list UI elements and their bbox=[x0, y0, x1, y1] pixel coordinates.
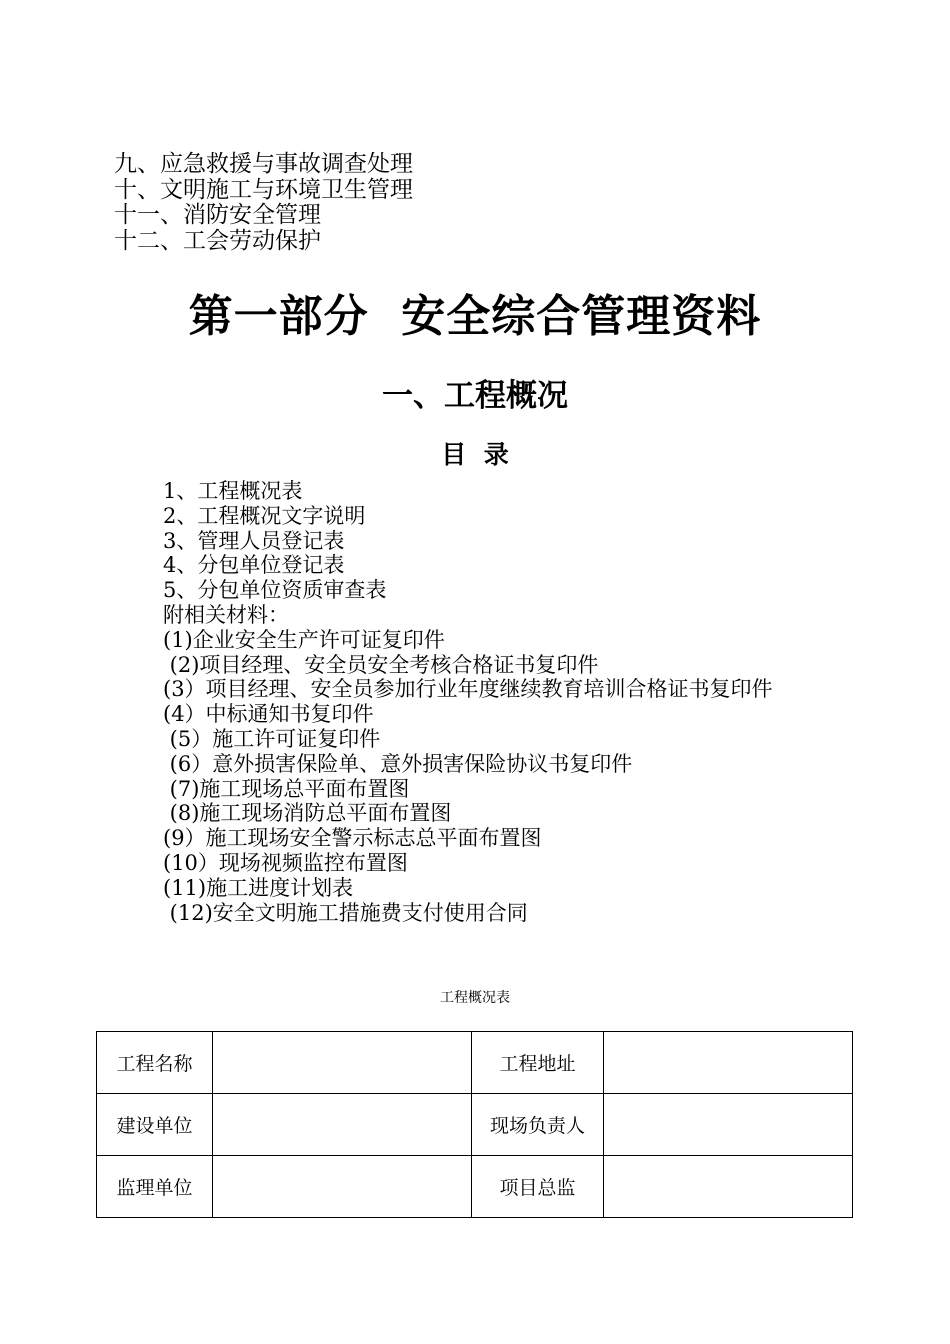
toc-item: (10）现场视频监控布置图 bbox=[163, 850, 408, 875]
toc-item: (5）施工许可证复印件 bbox=[163, 726, 381, 751]
toc-item: 4、分包单位登记表 bbox=[163, 553, 345, 578]
table-caption: 工程概况表 bbox=[440, 990, 510, 1006]
section-title: 一、工程概况 bbox=[382, 378, 568, 414]
table-row bbox=[97, 1032, 853, 1094]
toc-item: 2、工程概况文字说明 bbox=[163, 503, 366, 528]
toc-item: (9）施工现场安全警示标志总平面布置图 bbox=[163, 826, 542, 851]
toc-item: (7)施工现场总平面布置图 bbox=[163, 776, 410, 801]
toc-item: (1)企业安全生产许可证复印件 bbox=[163, 627, 445, 652]
field-value bbox=[604, 1156, 853, 1218]
field-label: 监理单位 bbox=[97, 1156, 213, 1218]
field-label: 工程地址 bbox=[472, 1032, 604, 1094]
field-value bbox=[604, 1032, 853, 1094]
project-overview-table bbox=[96, 1031, 853, 1218]
part-title: 第一部分 安全综合管理资料 bbox=[188, 291, 762, 342]
toc-item: 附相关材料： bbox=[163, 602, 289, 627]
field-label: 项目总监 bbox=[472, 1156, 604, 1218]
toc-item: (4）中标通知书复印件 bbox=[163, 702, 374, 727]
previous-contents-list bbox=[114, 152, 814, 254]
toc-item: 3、管理人员登记表 bbox=[163, 528, 345, 553]
toc-item: (3）项目经理、安全员参加行业年度继续教育培训合格证书复印件 bbox=[163, 677, 773, 702]
toc-item: (12)安全文明施工措施费支付使用合同 bbox=[163, 900, 528, 925]
toc-heading: 目 录 bbox=[441, 440, 509, 469]
toc-item: (11)施工进度计划表 bbox=[163, 875, 354, 900]
toc-item: (8)施工现场消防总平面布置图 bbox=[163, 801, 452, 826]
field-value bbox=[604, 1094, 853, 1156]
field-label: 工程名称 bbox=[97, 1032, 213, 1094]
contents-line: 十一、消防安全管理 bbox=[114, 202, 321, 228]
toc-item: 1、工程概况表 bbox=[163, 479, 303, 503]
field-value bbox=[213, 1032, 472, 1094]
field-value bbox=[213, 1094, 472, 1156]
table-row bbox=[97, 1156, 853, 1218]
toc-item: 5、分包单位资质审查表 bbox=[163, 578, 387, 603]
table-row bbox=[97, 1094, 853, 1156]
table-of-contents bbox=[114, 479, 854, 925]
field-label: 现场负责人 bbox=[472, 1094, 604, 1156]
contents-line: 十、文明施工与环境卫生管理 bbox=[114, 176, 413, 203]
field-value bbox=[213, 1156, 472, 1218]
contents-line: 九、应急救援与事故调查处理 bbox=[114, 151, 413, 177]
field-label: 建设单位 bbox=[97, 1094, 213, 1156]
toc-item: (2)项目经理、安全员安全考核合格证书复印件 bbox=[163, 652, 599, 677]
toc-item: (6）意外损害保险单、意外损害保险协议书复印件 bbox=[163, 751, 633, 776]
contents-line: 十二、工会劳动保护 bbox=[114, 227, 321, 254]
